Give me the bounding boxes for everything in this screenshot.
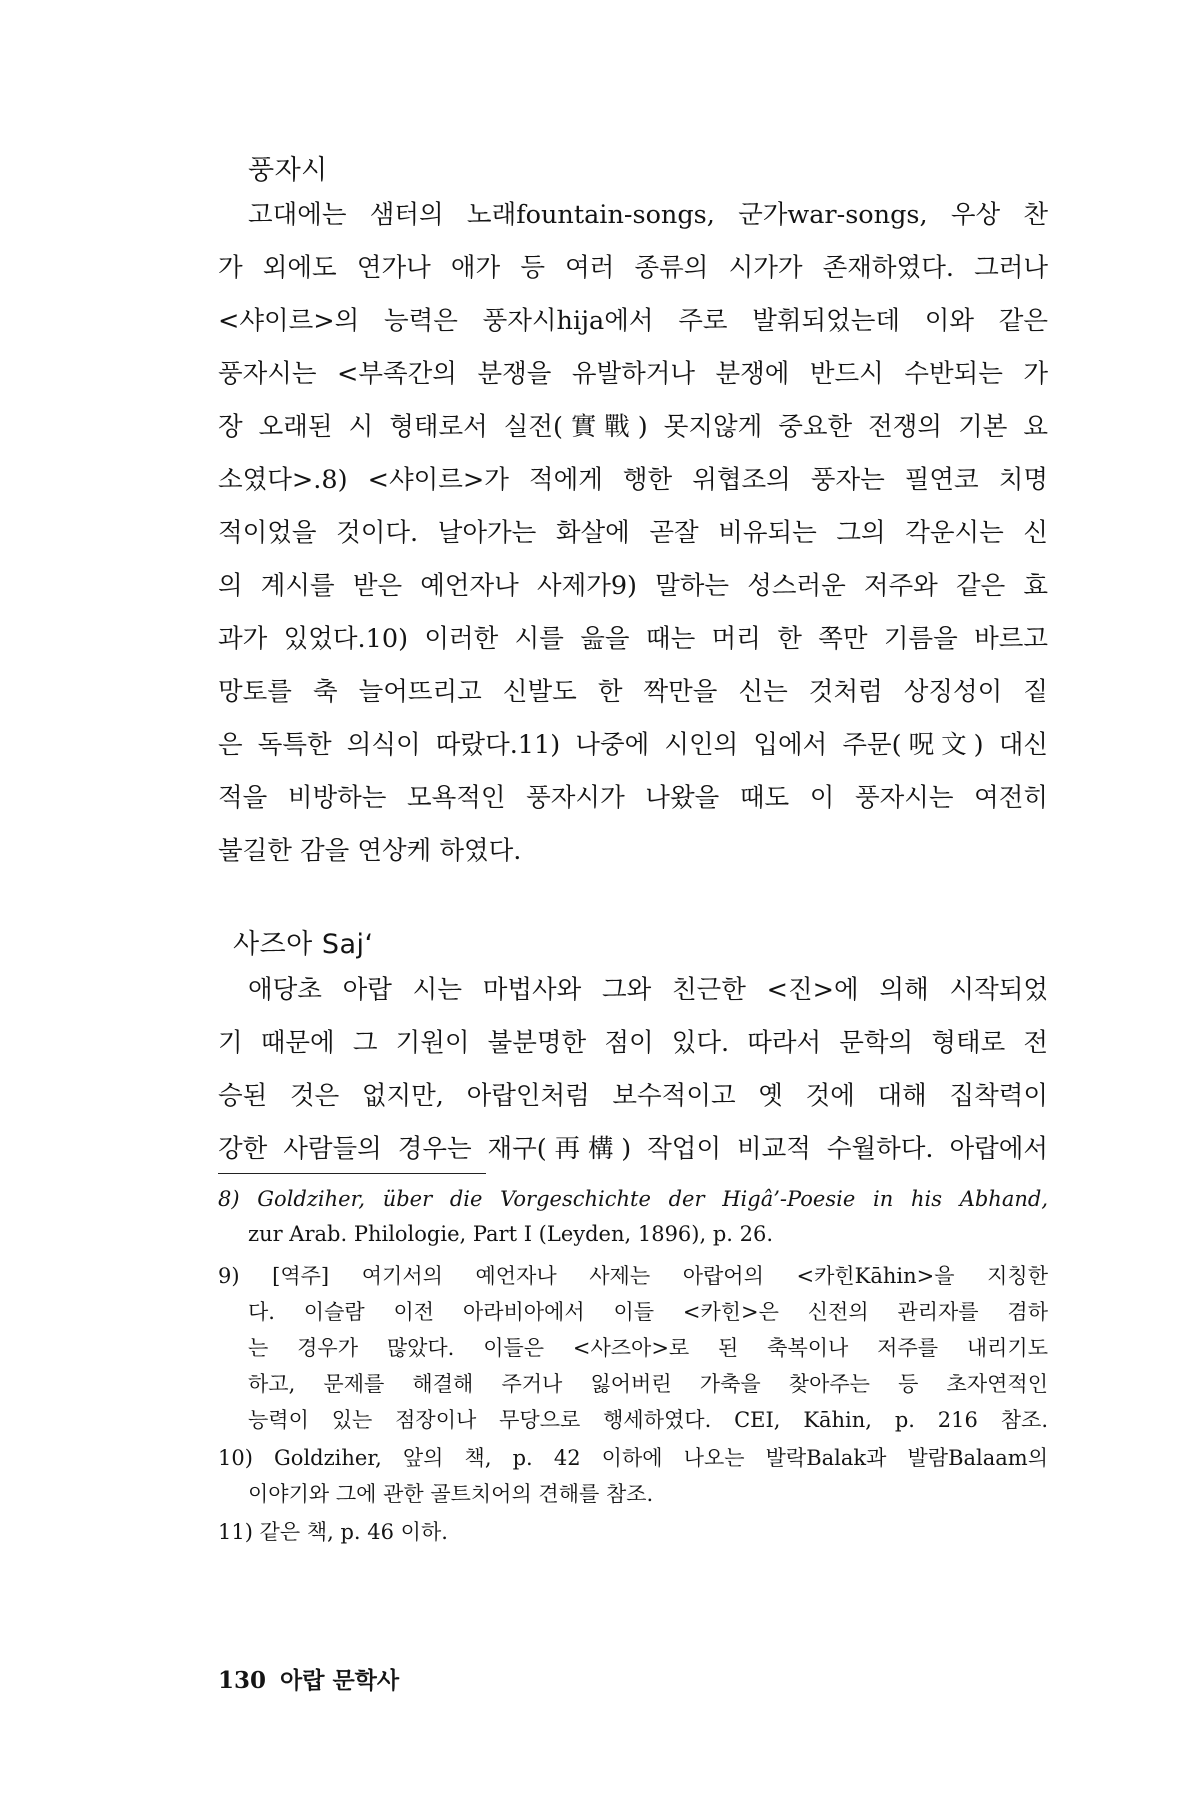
page-number: 130 bbox=[218, 1667, 267, 1694]
section-heading-satire: 풍자시 bbox=[248, 155, 328, 186]
footnote-line: 하고, 문제를 해결해 주거나 잃어버린 가축을 찾아주는 등 초자연적인 bbox=[248, 1372, 1048, 1396]
body-line: 불길한 감을 연상케 하였다. bbox=[218, 836, 522, 866]
footnote-line: 10) Goldziher, 앞의 책, p. 42 이하에 나오는 발락Balak과 발람Balaam의 bbox=[218, 1446, 1048, 1470]
body-line: 고대에는 샘터의 노래fountain-songs, 군가war-songs, 우상 찬 bbox=[248, 200, 1048, 230]
footnote-line: 이야기와 그에 관한 골트치어의 견해를 참조. bbox=[248, 1482, 654, 1506]
footnote-line: 9) [역주] 여기서의 예언자나 사제는 아랍어의 <카힌Kāhin>을 지칭한 bbox=[218, 1264, 1048, 1288]
footnote-line: 능력이 있는 점장이나 무당으로 행세하였다. CEI, Kāhin, p. 216 참조. bbox=[248, 1408, 1048, 1432]
footnote-line: 다. 이슬람 이전 아라비아에서 이들 <카힌>은 신전의 관리자를 겸하 bbox=[248, 1300, 1048, 1324]
body-line: 기 때문에 그 기원이 불분명한 점이 있다. 따라서 문학의 형태로 전 bbox=[218, 1028, 1048, 1058]
body-line: 망토를 축 늘어뜨리고 신발도 한 짝만을 신는 것처럼 상징성이 짙 bbox=[218, 677, 1048, 707]
body-line: 의 계시를 받은 예언자나 사제가9) 말하는 성스러운 저주와 같은 효 bbox=[218, 571, 1048, 601]
body-line: 풍자시는 <부족간의 분쟁을 유발하거나 분쟁에 반드시 수반되는 가 bbox=[218, 359, 1048, 389]
body-line: 가 외에도 연가나 애가 등 여러 종류의 시가가 존재하였다. 그러나 bbox=[218, 253, 1048, 283]
footnote-rule bbox=[218, 1173, 486, 1174]
body-line: 강한 사람들의 경우는 재구(再構) 작업이 비교적 수월하다. 아랍에서 bbox=[218, 1134, 1048, 1164]
section-heading-saj: 사즈아 Saj‘ bbox=[233, 929, 374, 960]
body-line: 적을 비방하는 모욕적인 풍자시가 나왔을 때도 이 풍자시는 여전히 bbox=[218, 783, 1048, 813]
page-footer bbox=[218, 1662, 413, 1695]
body-line: 소였다>.8) <샤이르>가 적에게 행한 위협조의 풍자는 필연코 치명 bbox=[218, 465, 1048, 495]
body-line: <샤이르>의 능력은 풍자시hija에서 주로 발휘되었는데 이와 같은 bbox=[218, 306, 1048, 336]
body-line: 애당초 아랍 시는 마법사와 그와 친근한 <진>에 의해 시작되었 bbox=[248, 975, 1048, 1005]
body-line: 적이었을 것이다. 날아가는 화살에 곧잘 비유되는 그의 각운시는 신 bbox=[218, 518, 1048, 548]
body-line: 승된 것은 없지만, 아랍인처럼 보수적이고 옛 것에 대해 집착력이 bbox=[218, 1081, 1048, 1111]
footnote-line: 는 경우가 많았다. 이들은 <사즈아>로 된 축복이나 저주를 내리기도 bbox=[248, 1336, 1048, 1360]
body-line: 장 오래된 시 형태로서 실전(實戰) 못지않게 중요한 전쟁의 기본 요 bbox=[218, 412, 1048, 442]
footnote-line: 11) 같은 책, p. 46 이하. bbox=[218, 1520, 448, 1544]
footnote-line: zur Arab. Philologie, Part I (Leyden, 1896), p. 26. bbox=[248, 1222, 774, 1246]
body-line: 과가 있었다.10) 이러한 시를 읊을 때는 머리 한 쪽만 기름을 바르고 bbox=[218, 624, 1048, 654]
body-line: 은 독특한 의식이 따랐다.11) 나중에 시인의 입에서 주문(呪文) 대신 bbox=[218, 730, 1048, 760]
running-title: 아랍 문학사 bbox=[280, 1667, 400, 1694]
footnote-line: 8) Goldziher, über die Vorgeschichte der Higâ’-Poesie in his Abhand, bbox=[218, 1187, 1048, 1211]
